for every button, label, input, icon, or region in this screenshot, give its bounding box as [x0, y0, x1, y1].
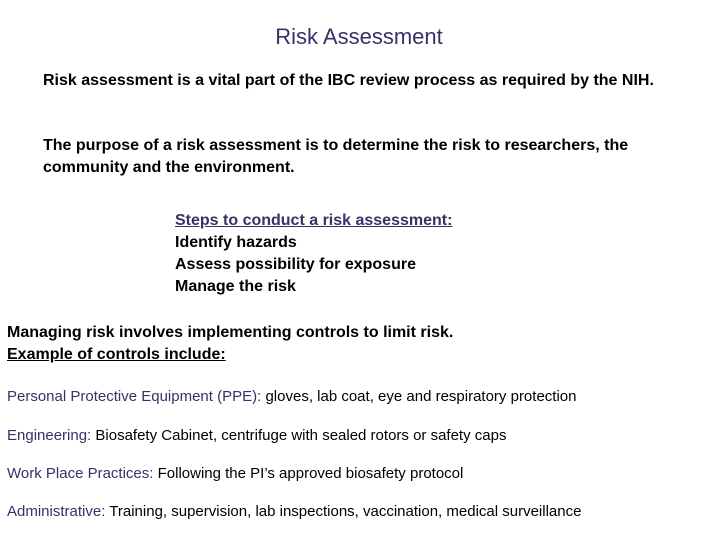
control-engineering: [7, 426, 707, 446]
step-assess-exposure: Assess possibility for exposure: [175, 256, 416, 273]
intro-paragraph-purpose: The purpose of a risk assessment is to determine the risk to researchers, the community and the environment.: [43, 137, 629, 176]
intro-paragraph-ibc: Risk assessment is a vital part of the IBC review process as required by the NIH.: [43, 72, 654, 89]
managing-risk-section: [7, 322, 453, 366]
control-work-practices: [7, 464, 707, 484]
control-ppe-label: Personal Protective Equipment (PPE):: [7, 388, 262, 405]
control-administrative-text: Training, supervision, lab inspections, vaccination, medical surveillance: [105, 503, 582, 520]
managing-risk-text: Managing risk involves implementing controls to limit risk.: [7, 324, 454, 341]
control-administrative: [7, 502, 707, 522]
control-work-practices-text: Following the PI’s approved biosafety protocol: [153, 465, 464, 482]
control-work-practices-label: Work Place Practices:: [7, 465, 154, 482]
steps-section: [175, 210, 452, 298]
examples-heading: Example of controls include:: [7, 346, 226, 363]
control-engineering-label: Engineering:: [7, 427, 92, 444]
control-administrative-label: Administrative:: [7, 503, 106, 520]
step-manage-risk: Manage the risk: [175, 278, 296, 295]
control-engineering-text: Biosafety Cabinet, centrifuge with sealed rotors or safety caps: [91, 427, 507, 444]
control-ppe-text: gloves, lab coat, eye and respiratory protection: [261, 388, 577, 405]
step-identify-hazards: Identify hazards: [175, 234, 297, 251]
steps-list: [175, 232, 452, 298]
steps-heading: Steps to conduct a risk assessment:: [175, 212, 453, 229]
slide-title: Risk Assessment: [275, 24, 443, 49]
control-ppe: [7, 387, 707, 407]
